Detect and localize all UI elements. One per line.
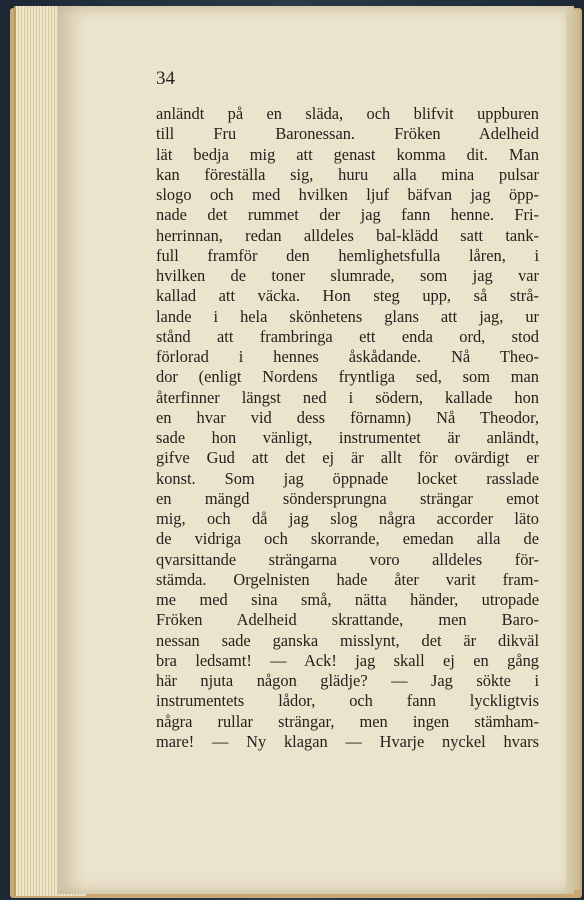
- text-line: Fröken Adelheid skrattande, men Baro-: [156, 610, 539, 630]
- text-line: en hvar vid dess förnamn) Nå Theodor,: [156, 407, 539, 427]
- text-line: lät bedja mig att genast komma dit. Man: [156, 144, 539, 164]
- text-line: herrinnan, redan alldeles bal-klädd satt tank-: [156, 225, 539, 245]
- text-line: full framför den hemlighetsfulla låren, i: [156, 245, 539, 265]
- text-line: bra ledsamt! — Ack! jag skall ej en gång: [156, 650, 539, 670]
- text-line: lande i hela skönhetens glans att jag, ur: [156, 306, 539, 326]
- text-line: mare! — Ny klagan — Hvarje nyckel hvars: [156, 731, 539, 751]
- text-line: förlorad i hennes åskådande. Nå Theo-: [156, 347, 539, 366]
- text-line: qvarsittande strängarna voro alldeles för-: [156, 549, 539, 569]
- page-number: 34: [156, 68, 175, 89]
- text-line: stämda. Orgelnisten hade åter varit fram-: [156, 569, 539, 589]
- text-line: konst. Som jag öppnade locket rasslade: [156, 468, 539, 488]
- text-line: sade hon vänligt, instrumentet är anländt,: [156, 428, 539, 447]
- text-line: kallad att väcka. Hon steg upp, så strå-: [156, 286, 539, 306]
- text-line: en mängd söndersprungna strängar emot: [156, 488, 539, 508]
- text-line: nessan sade ganska misslynt, det är dikväl: [156, 630, 539, 650]
- text-line: några rullar strängar, men ingen stämham-: [156, 711, 539, 731]
- text-line: stånd att frambringa ett enda ord, stod: [156, 326, 539, 346]
- text-line: hvilken de toner slumrade, som jag var: [156, 266, 539, 285]
- text-line: me med sina små, nätta händer, utropade: [156, 590, 539, 609]
- text-line: återfinner längst ned i södern, kallade hon: [156, 387, 539, 407]
- text-line: dor (enligt Nordens fryntliga sed, som man: [156, 367, 539, 387]
- text-line: mig, och då jag slog några accorder läto: [156, 509, 539, 528]
- text-line: slogo och med hvilken ljuf bäfvan jag öpp-: [156, 185, 539, 204]
- text-line: de vidriga och skorrande, emedan alla de: [156, 529, 539, 549]
- text-line: kan föreställa sig, huru alla mina pulsar: [156, 164, 539, 184]
- text-line: gifve Gud att det ej är allt för ovärdigt er: [156, 448, 539, 468]
- text-line: här njuta någon glädje? — Jag sökte i: [156, 671, 539, 690]
- page-fore-edge: [566, 10, 580, 890]
- body-text: [156, 104, 539, 752]
- text-line: instrumentets lådor, och fann lyckligtvis: [156, 691, 539, 711]
- text-line: till Fru Baronessan. Fröken Adelheid: [156, 124, 539, 144]
- text-line: nade det rummet der jag fann henne. Fri-: [156, 205, 539, 225]
- text-line: anländt på en släda, och blifvit uppburen: [156, 104, 539, 123]
